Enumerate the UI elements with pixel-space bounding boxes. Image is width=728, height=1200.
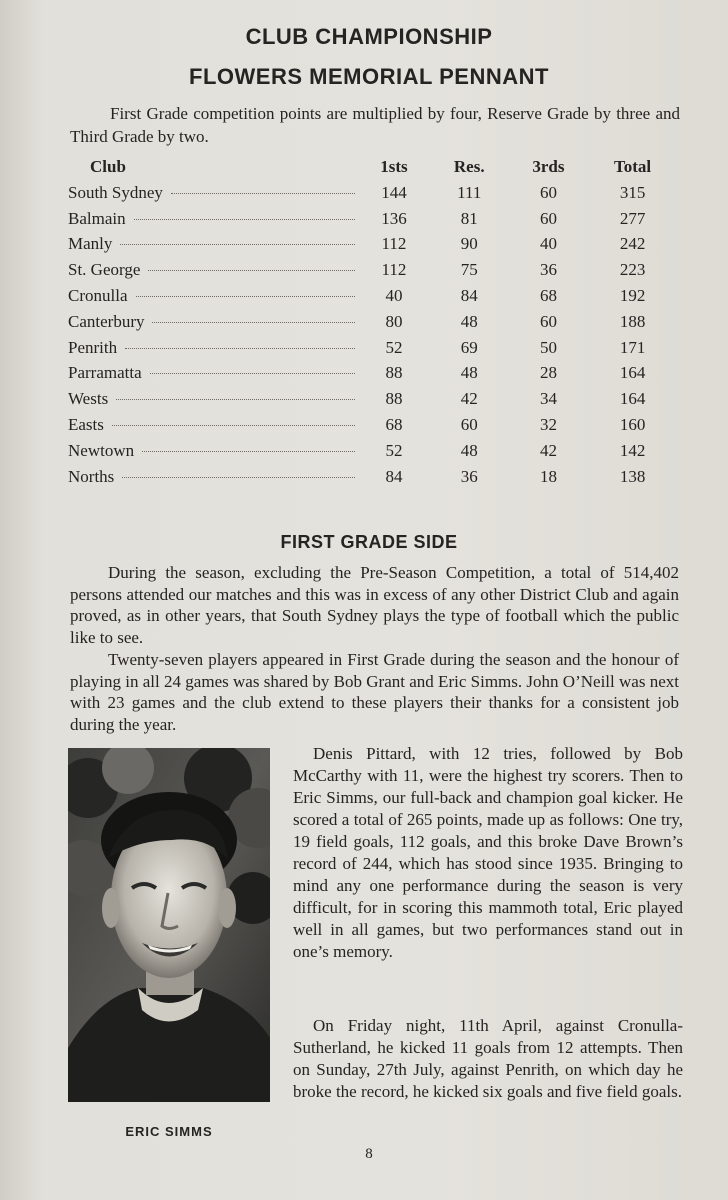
firsts-cell: 80 (385, 311, 403, 331)
total-cell: 138 (619, 466, 646, 486)
club-name: Wests (68, 389, 109, 409)
paragraph-highlights: On Friday night, 11th April, against Cronulla-Sutherland, he kicked 11 goals from 12 attempts. Then on Sunday, 27th July, against Penrith, on which day he broke the record, he kicked six goals and five field goals. (293, 1016, 683, 1101)
thirds-cell: 42 (539, 440, 557, 460)
club-cell (68, 309, 359, 335)
player-photo (68, 748, 270, 1102)
total-cell: 223 (619, 260, 646, 280)
section-title: FIRST GRADE SIDE (280, 532, 458, 552)
column-header-total: Total (613, 157, 652, 176)
res-cell: 48 (460, 440, 478, 460)
club-name: Norths (68, 466, 115, 486)
dot-leader (125, 348, 355, 349)
firsts-cell: 52 (385, 440, 403, 460)
total-cell: 164 (619, 363, 646, 383)
thirds-cell: 28 (539, 363, 557, 383)
total-cell: 171 (619, 337, 646, 357)
portrait-image (68, 748, 270, 1102)
club-cell (68, 386, 359, 412)
res-cell: 42 (460, 389, 478, 409)
page-subtitle: FLOWERS MEMORIAL PENNANT (189, 64, 549, 89)
thirds-cell: 34 (539, 389, 557, 409)
club-name: Parramatta (68, 363, 142, 383)
dot-leader (122, 477, 355, 478)
club-name: Penrith (68, 337, 118, 357)
firsts-cell: 88 (385, 363, 403, 383)
paragraph-scorers: Denis Pittard, with 12 tries, followed by Bob McCarthy with 11, were the highest try scorers. Then to Eric Simms, our full-back and champion goal kicker. He scored a total of 265 points, made up as follows: One try, 19 field goals, 112 goals, and this broke Dave Brown’s record of 244, which has stood since 1935. Bringing to mind any one performance during the season is very difficult, for in scoring this mammoth total, Eric played well in all games, but two performances stand out in one’s memory. (293, 744, 683, 961)
dot-leader (120, 244, 355, 245)
club-name: Manly (68, 234, 113, 254)
total-cell: 164 (619, 389, 646, 409)
table-row (68, 206, 678, 232)
club-name: South Sydney (68, 182, 163, 202)
table-row (68, 412, 678, 438)
table-row (68, 464, 678, 490)
firsts-cell: 68 (385, 415, 403, 435)
dot-leader (150, 373, 356, 374)
club-name: Cronulla (68, 286, 128, 306)
dot-leader (152, 322, 355, 323)
firsts-cell: 144 (381, 182, 407, 202)
thirds-cell: 60 (539, 208, 557, 228)
res-cell: 60 (460, 415, 478, 435)
dot-leader (112, 425, 355, 426)
total-cell: 315 (619, 182, 646, 202)
thirds-cell: 68 (539, 286, 557, 306)
page-number: 8 (365, 1146, 373, 1162)
table-row (68, 361, 678, 387)
total-cell: 192 (619, 286, 646, 306)
column-header-firsts: 1sts (380, 157, 408, 176)
res-cell: 36 (460, 466, 478, 486)
club-cell (68, 464, 359, 490)
paragraph-players: Twenty-seven players appeared in First Grade during the season and the honour of playing in all 24 games was shared by Bob Grant and Eric Simms. John O’Neill was next with 23 games and the club extend to these players their thanks for a consistent job during the year. (70, 650, 679, 734)
photo-caption: ERIC SIMMS (125, 1124, 213, 1139)
dot-leader (171, 193, 355, 194)
club-cell (68, 206, 359, 232)
total-cell: 277 (619, 208, 646, 228)
firsts-cell: 88 (385, 389, 403, 409)
table-row (68, 257, 678, 283)
championship-table (68, 154, 678, 490)
table-body (68, 180, 678, 490)
column-header-thirds: 3rds (532, 157, 565, 176)
paragraph-attendance: During the season, excluding the Pre-Season Competition, a total of 514,402 persons attended our matches and this was in excess of any other District Club and again proved, as in other years, that South Sydney plays the type of football which the public like to see. (70, 563, 679, 647)
table-row (68, 438, 678, 464)
dot-leader (136, 296, 356, 297)
firsts-cell: 52 (385, 337, 403, 357)
column-header-res: Res. (453, 157, 485, 176)
club-cell (68, 335, 359, 361)
table-row (68, 335, 678, 361)
total-cell: 242 (619, 234, 646, 254)
intro-paragraph: First Grade competition points are multiplied by four, Reserve Grade by three and Third Grade by two. (70, 104, 680, 146)
table-row (68, 283, 678, 309)
res-cell: 69 (460, 337, 478, 357)
club-cell (68, 283, 359, 309)
res-cell: 48 (460, 311, 478, 331)
dot-leader (142, 451, 355, 452)
club-cell (68, 232, 359, 258)
table-header-row (68, 154, 678, 180)
thirds-cell: 40 (539, 234, 557, 254)
table-row (68, 309, 678, 335)
thirds-cell: 18 (539, 466, 557, 486)
dot-leader (148, 270, 355, 271)
thirds-cell: 50 (539, 337, 557, 357)
dot-leader (116, 399, 355, 400)
firsts-cell: 136 (381, 208, 407, 228)
club-name: Easts (68, 415, 104, 435)
club-cell (68, 412, 359, 438)
club-name: St. George (68, 260, 141, 280)
thirds-cell: 60 (539, 182, 557, 202)
thirds-cell: 36 (539, 260, 557, 280)
dot-leader (134, 219, 356, 220)
table-row (68, 386, 678, 412)
total-cell: 160 (619, 415, 646, 435)
res-cell: 111 (457, 182, 482, 202)
res-cell: 75 (460, 260, 478, 280)
total-cell: 188 (619, 311, 646, 331)
column-header-club: Club (90, 157, 126, 176)
club-cell (68, 257, 359, 283)
table-row (68, 180, 678, 206)
firsts-cell: 112 (381, 260, 407, 280)
thirds-cell: 32 (539, 415, 557, 435)
club-cell (68, 438, 359, 464)
club-name: Balmain (68, 208, 126, 228)
res-cell: 90 (460, 234, 478, 254)
res-cell: 84 (460, 286, 478, 306)
club-cell (68, 361, 359, 387)
res-cell: 81 (460, 208, 478, 228)
page-title: CLUB CHAMPIONSHIP (245, 24, 493, 49)
club-name: Canterbury (68, 311, 145, 331)
total-cell: 142 (619, 440, 646, 460)
thirds-cell: 60 (539, 311, 557, 331)
club-cell (68, 180, 359, 206)
firsts-cell: 40 (385, 286, 403, 306)
res-cell: 48 (460, 363, 478, 383)
firsts-cell: 84 (385, 466, 403, 486)
table-row (68, 232, 678, 258)
firsts-cell: 112 (381, 234, 407, 254)
club-name: Newtown (68, 440, 135, 460)
